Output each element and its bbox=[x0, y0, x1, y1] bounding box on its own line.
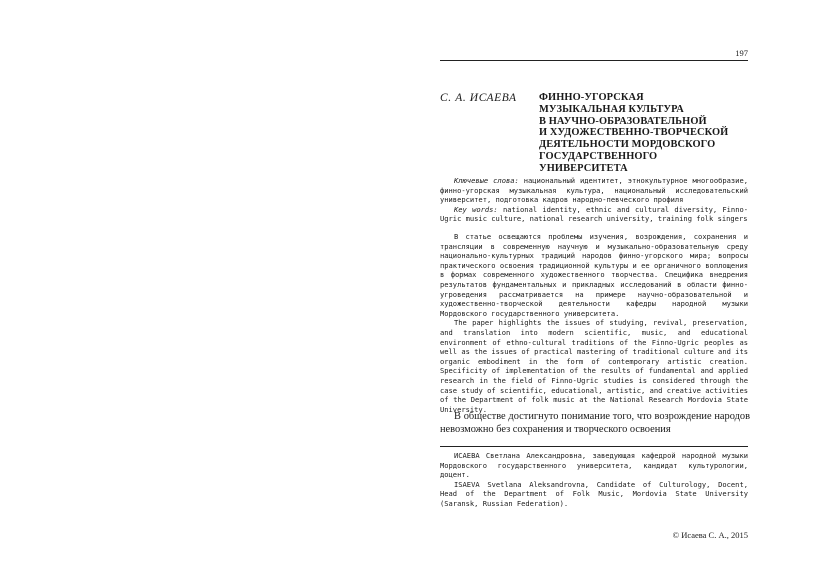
header-rule bbox=[440, 60, 748, 61]
article-author: С. А. ИСАЕВА bbox=[440, 92, 517, 104]
keywords-en-label: Key words: bbox=[454, 204, 498, 214]
abstract-section bbox=[440, 232, 748, 414]
page-number: 197 bbox=[735, 48, 748, 58]
keywords-en bbox=[440, 205, 748, 224]
title-line: В НАУЧНО-ОБРАЗОВАТЕЛЬНОЙ bbox=[539, 115, 707, 127]
title-line: ФИННО-УГОРСКАЯ bbox=[539, 92, 644, 103]
footnote-ru: ИСАЕВА Светлана Александровна, заведующая кафедрой народной музыки Мордовского государственного университета, кандидат культурологии, доцент. bbox=[440, 451, 748, 480]
keywords-ru-label: Ключевые слова: bbox=[454, 176, 519, 185]
keywords-section bbox=[440, 176, 748, 224]
keywords-ru bbox=[440, 176, 748, 205]
title-line: МУЗЫКАЛЬНАЯ КУЛЬТУРА bbox=[539, 103, 684, 115]
footnote-rule bbox=[440, 446, 748, 447]
keywords-en-text: national identity, ethnic and cultural diversity, Finno-Ugric music culture, national research university, training folk singers bbox=[440, 204, 749, 224]
body-text-start: В обществе достигнуто понимание того, что возрождение народов невозможно без сохранения и творческого освоения bbox=[440, 411, 750, 435]
abstract-en: The paper highlights the issues of studying, revival, preservation, and translation into modern scientific, music, and educational environment of ethno-cultural traditions of the Finno-Ugric peoples as well as the issues of practical mastering of traditional culture and its organic embodiment in the form of contemporary artistic creation. Specificity of implementation of the results of fundamental and applied research in the field of Finno-Ugric studies is considered through the case study of scientific, educational, artistic, and creative activities of the Department of folk music at the National Research Mordovia State University. bbox=[440, 318, 748, 414]
footnote-en: ISAEVA Svetlana Aleksandrovna, Candidate of Culturology, Docent, Head of the Department of Folk Music, Mordovia State University (Saransk, Russian Federation). bbox=[440, 479, 748, 508]
title-line: ДЕЯТЕЛЬНОСТИ МОРДОВСКОГО bbox=[539, 139, 716, 151]
author-footnotes bbox=[440, 451, 748, 509]
title-line: УНИВЕРСИТЕТА bbox=[539, 162, 628, 174]
title-line: ГОСУДАРСТВЕННОГО bbox=[539, 150, 658, 162]
copyright-notice: © Исаева С. А., 2015 bbox=[672, 530, 748, 540]
title-line: И ХУДОЖЕСТВЕННО-ТВОРЧЕСКОЙ bbox=[539, 127, 729, 139]
keywords-ru-text: национальный идентитет, этнокультурное многообразие, финно-угорская музыкальная культура, национальный исследовательский университет, подготовка кадров народно-певческого профиля bbox=[440, 176, 748, 205]
article-title bbox=[539, 92, 754, 175]
abstract-ru: В статье освещаются проблемы изучения, возрождения, сохранения и трансляции в современную научную и музыкально-образовательную среду национально-культурных традиций народов финно-угорского мира; вопросы практического освоения традиционной культуры и ее органичного воплощения в формах современного художественного творчества. Специфика внедрения результатов фундаментальных и прикладных исследований в области финно-угроведения рассматривается на примере научно-образовательной и художественно-творческой деятельности кафедры народной музыки Мордовского государственного университета. bbox=[440, 232, 748, 318]
